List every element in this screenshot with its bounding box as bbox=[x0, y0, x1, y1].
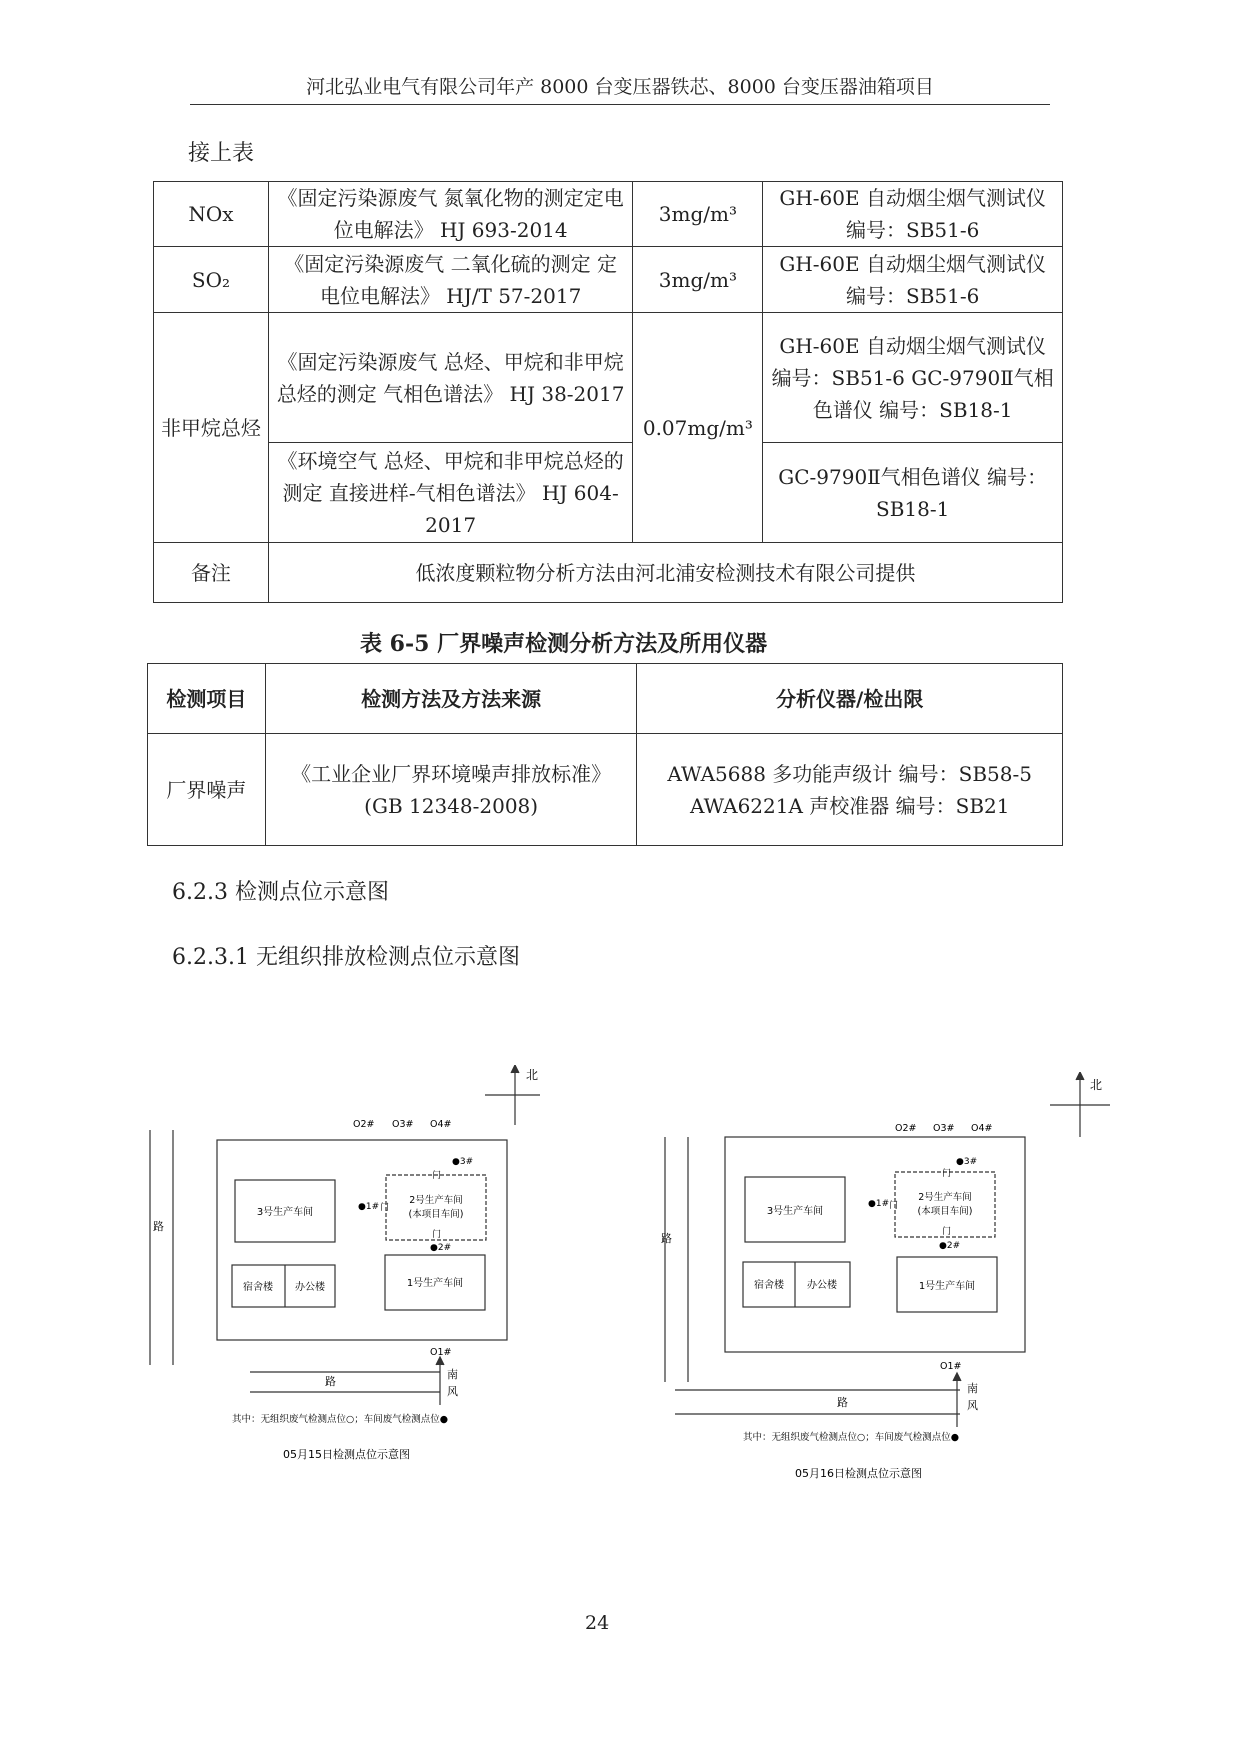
road-label: 路 bbox=[325, 1375, 336, 1388]
road-label: 路 bbox=[153, 1220, 164, 1233]
point-1: ●1# bbox=[868, 1199, 890, 1209]
table-row bbox=[154, 313, 1063, 443]
method-line: 《工业企业厂界环境噪声排放标准》 bbox=[291, 761, 612, 786]
wind-label: 南 bbox=[447, 1368, 458, 1381]
item-cell: SO₂ bbox=[154, 247, 269, 313]
method-line: (GB 12348-2008) bbox=[364, 793, 539, 818]
point-3: ●3# bbox=[452, 1157, 474, 1167]
point-o4: O4# bbox=[971, 1123, 993, 1134]
map-legend: 其中：无组织废气检测点位○；车间废气检测点位● bbox=[743, 1432, 960, 1443]
workshop-3-label: 3号生产车间 bbox=[256, 1207, 314, 1218]
door-label: 门 bbox=[889, 1201, 899, 1211]
instrument-cell: GH-60E 自动烟尘烟气测试仪 编号：SB51-6 GC-9790Ⅱ气相色谱仪 编号：SB18-1 bbox=[763, 313, 1063, 443]
workshop-2-label: 2号生产车间 bbox=[409, 1195, 463, 1206]
table-row bbox=[154, 247, 1063, 313]
door-label: 门 bbox=[380, 1203, 390, 1213]
wind-label: 风 bbox=[967, 1399, 978, 1412]
continued-label: 接上表 bbox=[188, 141, 255, 166]
workshop-1-label: 1号生产车间 bbox=[406, 1278, 464, 1289]
item-cell: NOx bbox=[154, 182, 269, 247]
point-o3: O3# bbox=[392, 1119, 414, 1130]
remark-text: 低浓度颗粒物分析方法由河北浦安检测技术有限公司提供 bbox=[268, 543, 1062, 603]
item-cell: 非甲烷总烃 bbox=[154, 313, 269, 543]
dorm-label: 宿舍楼 bbox=[754, 1280, 784, 1291]
limit-cell: 3mg/m³ bbox=[633, 247, 763, 313]
north-label: 北 bbox=[526, 1068, 539, 1082]
point-o4: O4# bbox=[430, 1119, 452, 1130]
header-cell: 检测项目 bbox=[148, 664, 266, 734]
point-o2: O2# bbox=[895, 1123, 917, 1134]
page-header: 河北弘业电气有限公司年产 8000 台变压器铁芯、8000 台变压器油箱项目 bbox=[306, 76, 934, 98]
point-2: ●2# bbox=[939, 1241, 961, 1251]
header-rule bbox=[190, 104, 1050, 105]
point-2: ●2# bbox=[430, 1243, 452, 1253]
point-o2: O2# bbox=[353, 1119, 375, 1130]
map-caption: 05月16日检测点位示意图 bbox=[795, 1467, 922, 1480]
item-cell: 厂界噪声 bbox=[148, 734, 266, 846]
office-label: 办公楼 bbox=[807, 1280, 837, 1291]
wind-label: 风 bbox=[447, 1385, 458, 1398]
monitoring-map-left bbox=[140, 1065, 540, 1465]
method-cell: 《环境空气 总烃、甲烷和非甲烷总烃的测定 直接进样-气相色谱法》 HJ 604-2017 bbox=[268, 443, 632, 543]
workshop-3-label: 3号生产车间 bbox=[766, 1206, 824, 1217]
monitoring-map-right bbox=[655, 1072, 1135, 1492]
point-3: ●3# bbox=[956, 1157, 978, 1167]
north-label: 北 bbox=[1090, 1078, 1103, 1092]
noise-method-table bbox=[147, 663, 1063, 846]
page-number: 24 bbox=[585, 1612, 610, 1634]
point-o3: O3# bbox=[933, 1123, 955, 1134]
instrument-cell: GC-9790Ⅱ气相色谱仪 编号：SB18-1 bbox=[763, 443, 1063, 543]
method-cell: 《固定污染源废气 二氧化硫的测定 定电位电解法》 HJ/T 57-2017 bbox=[268, 247, 632, 313]
table-caption: 表 6-5 厂界噪声检测分析方法及所用仪器 bbox=[360, 631, 768, 657]
road-label: 路 bbox=[661, 1232, 672, 1245]
method-table-continued bbox=[153, 181, 1063, 603]
instrument-line: AWA5688 多功能声级计 编号：SB58-5 bbox=[667, 761, 1032, 786]
method-cell: 《固定污染源废气 氮氧化物的测定定电位电解法》 HJ 693-2014 bbox=[268, 182, 632, 247]
map-caption: 05月15日检测点位示意图 bbox=[283, 1448, 410, 1461]
subsection-heading: 6.2.3.1 无组织排放检测点位示意图 bbox=[172, 945, 520, 970]
office-label: 办公楼 bbox=[295, 1282, 325, 1293]
instrument-cell: GH-60E 自动烟尘烟气测试仪 编号：SB51-6 bbox=[763, 247, 1063, 313]
limit-cell: 0.07mg/m³ bbox=[633, 313, 763, 543]
section-heading: 6.2.3 检测点位示意图 bbox=[172, 880, 389, 905]
workshop-1-label: 1号生产车间 bbox=[918, 1281, 976, 1292]
remark-label: 备注 bbox=[154, 543, 269, 603]
table-header-row bbox=[148, 664, 1063, 734]
door-label: 门 bbox=[942, 1169, 952, 1179]
point-o1: O1# bbox=[940, 1361, 962, 1372]
table-row bbox=[154, 182, 1063, 247]
road-label: 路 bbox=[837, 1396, 848, 1409]
method-cell bbox=[265, 734, 637, 846]
table-row bbox=[154, 543, 1063, 603]
door-label: 门 bbox=[432, 1171, 442, 1181]
workshop-2-label: 2号生产车间 bbox=[918, 1192, 972, 1203]
instrument-cell bbox=[637, 734, 1063, 846]
instrument-line: AWA6221A 声校准器 编号：SB21 bbox=[689, 793, 1010, 818]
workshop-2-note: (本项目车间) bbox=[917, 1206, 973, 1217]
limit-cell: 3mg/m³ bbox=[633, 182, 763, 247]
door-label: 门 bbox=[942, 1227, 952, 1237]
door-label: 门 bbox=[432, 1230, 442, 1240]
point-1: ●1# bbox=[358, 1202, 380, 1212]
table-row bbox=[154, 443, 1063, 543]
point-o1: O1# bbox=[430, 1347, 452, 1358]
workshop-2-note: (本项目车间) bbox=[408, 1209, 464, 1220]
method-cell: 《固定污染源废气 总烃、甲烷和非甲烷总烃的测定 气相色谱法》 HJ 38-2017 bbox=[268, 313, 632, 443]
dorm-label: 宿舍楼 bbox=[243, 1282, 273, 1293]
header-cell: 检测方法及方法来源 bbox=[265, 664, 637, 734]
map-legend: 其中：无组织废气检测点位○；车间废气检测点位● bbox=[232, 1414, 449, 1425]
instrument-cell: GH-60E 自动烟尘烟气测试仪 编号：SB51-6 bbox=[763, 182, 1063, 247]
header-cell: 分析仪器/检出限 bbox=[637, 664, 1063, 734]
wind-label: 南 bbox=[967, 1382, 978, 1395]
table-row bbox=[148, 734, 1063, 846]
